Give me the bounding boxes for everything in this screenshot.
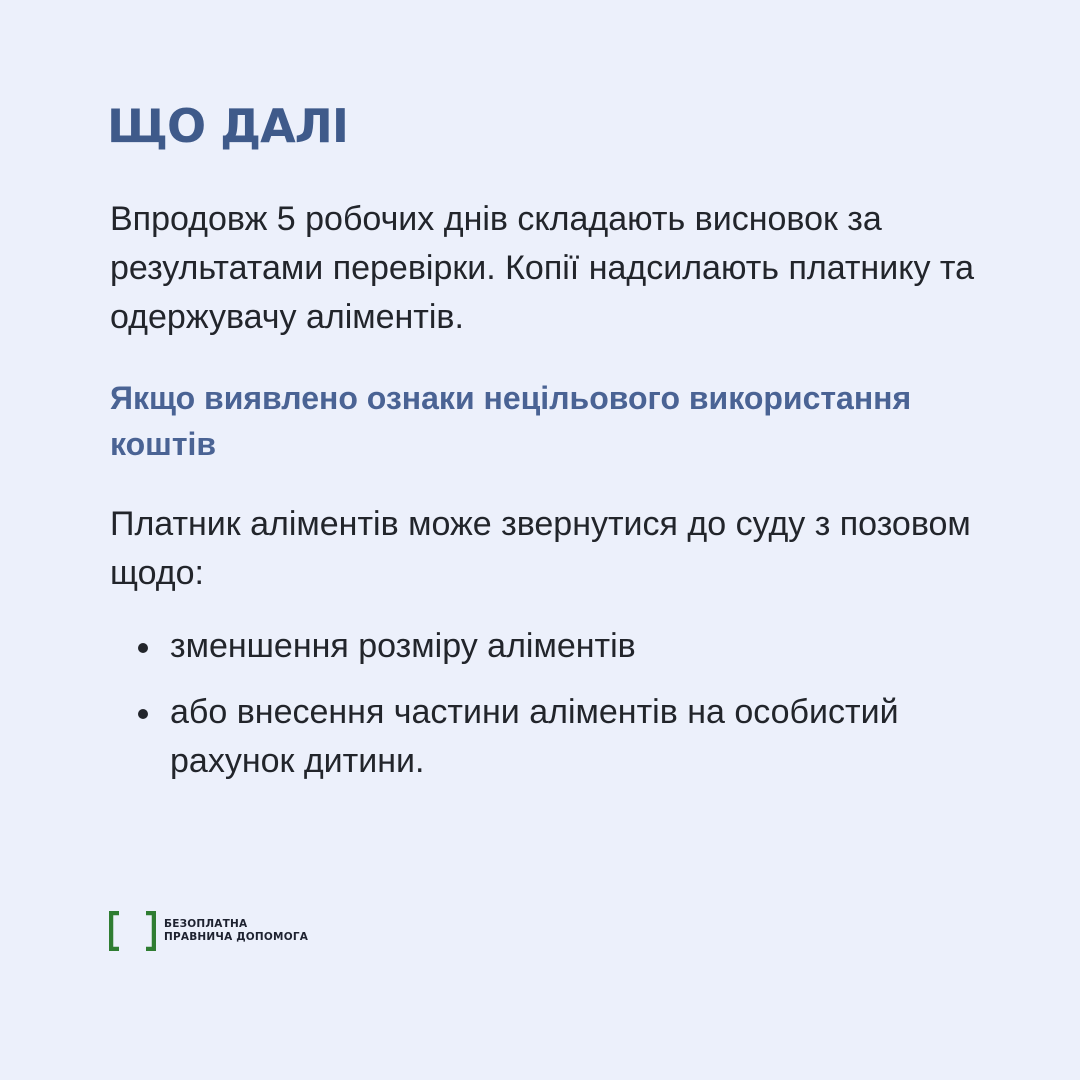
logo bbox=[109, 911, 308, 951]
logo-text-line-2: ПРАВНИЧА ДОПОМОГА bbox=[164, 931, 309, 943]
logo-text bbox=[164, 918, 308, 944]
bullet-dot-icon bbox=[138, 643, 148, 653]
subheading: Якщо виявлено ознаки нецільового використання коштів bbox=[110, 380, 912, 462]
list-item-text: зменшення розміру аліментів bbox=[170, 627, 636, 665]
bullet-list bbox=[138, 622, 998, 803]
list-item-text: або внесення частини аліментів на особистий рахунок дитини. bbox=[170, 693, 899, 780]
list-item bbox=[138, 622, 998, 671]
list-item bbox=[138, 688, 998, 786]
intro-paragraph: Впродовж 5 робочих днів складають висновок за результатами перевірки. Копії надсилають платнику та одержувачу аліментів. bbox=[110, 200, 974, 336]
logo-text-line-1: БЕЗОПЛАТНА bbox=[164, 918, 248, 930]
page-title: ЩО ДАЛІ bbox=[107, 99, 348, 153]
bullet-dot-icon bbox=[138, 709, 148, 719]
bracket-logo-icon bbox=[109, 911, 156, 951]
body-paragraph: Платник аліментів може звернутися до суду з позовом щодо: bbox=[110, 505, 971, 592]
